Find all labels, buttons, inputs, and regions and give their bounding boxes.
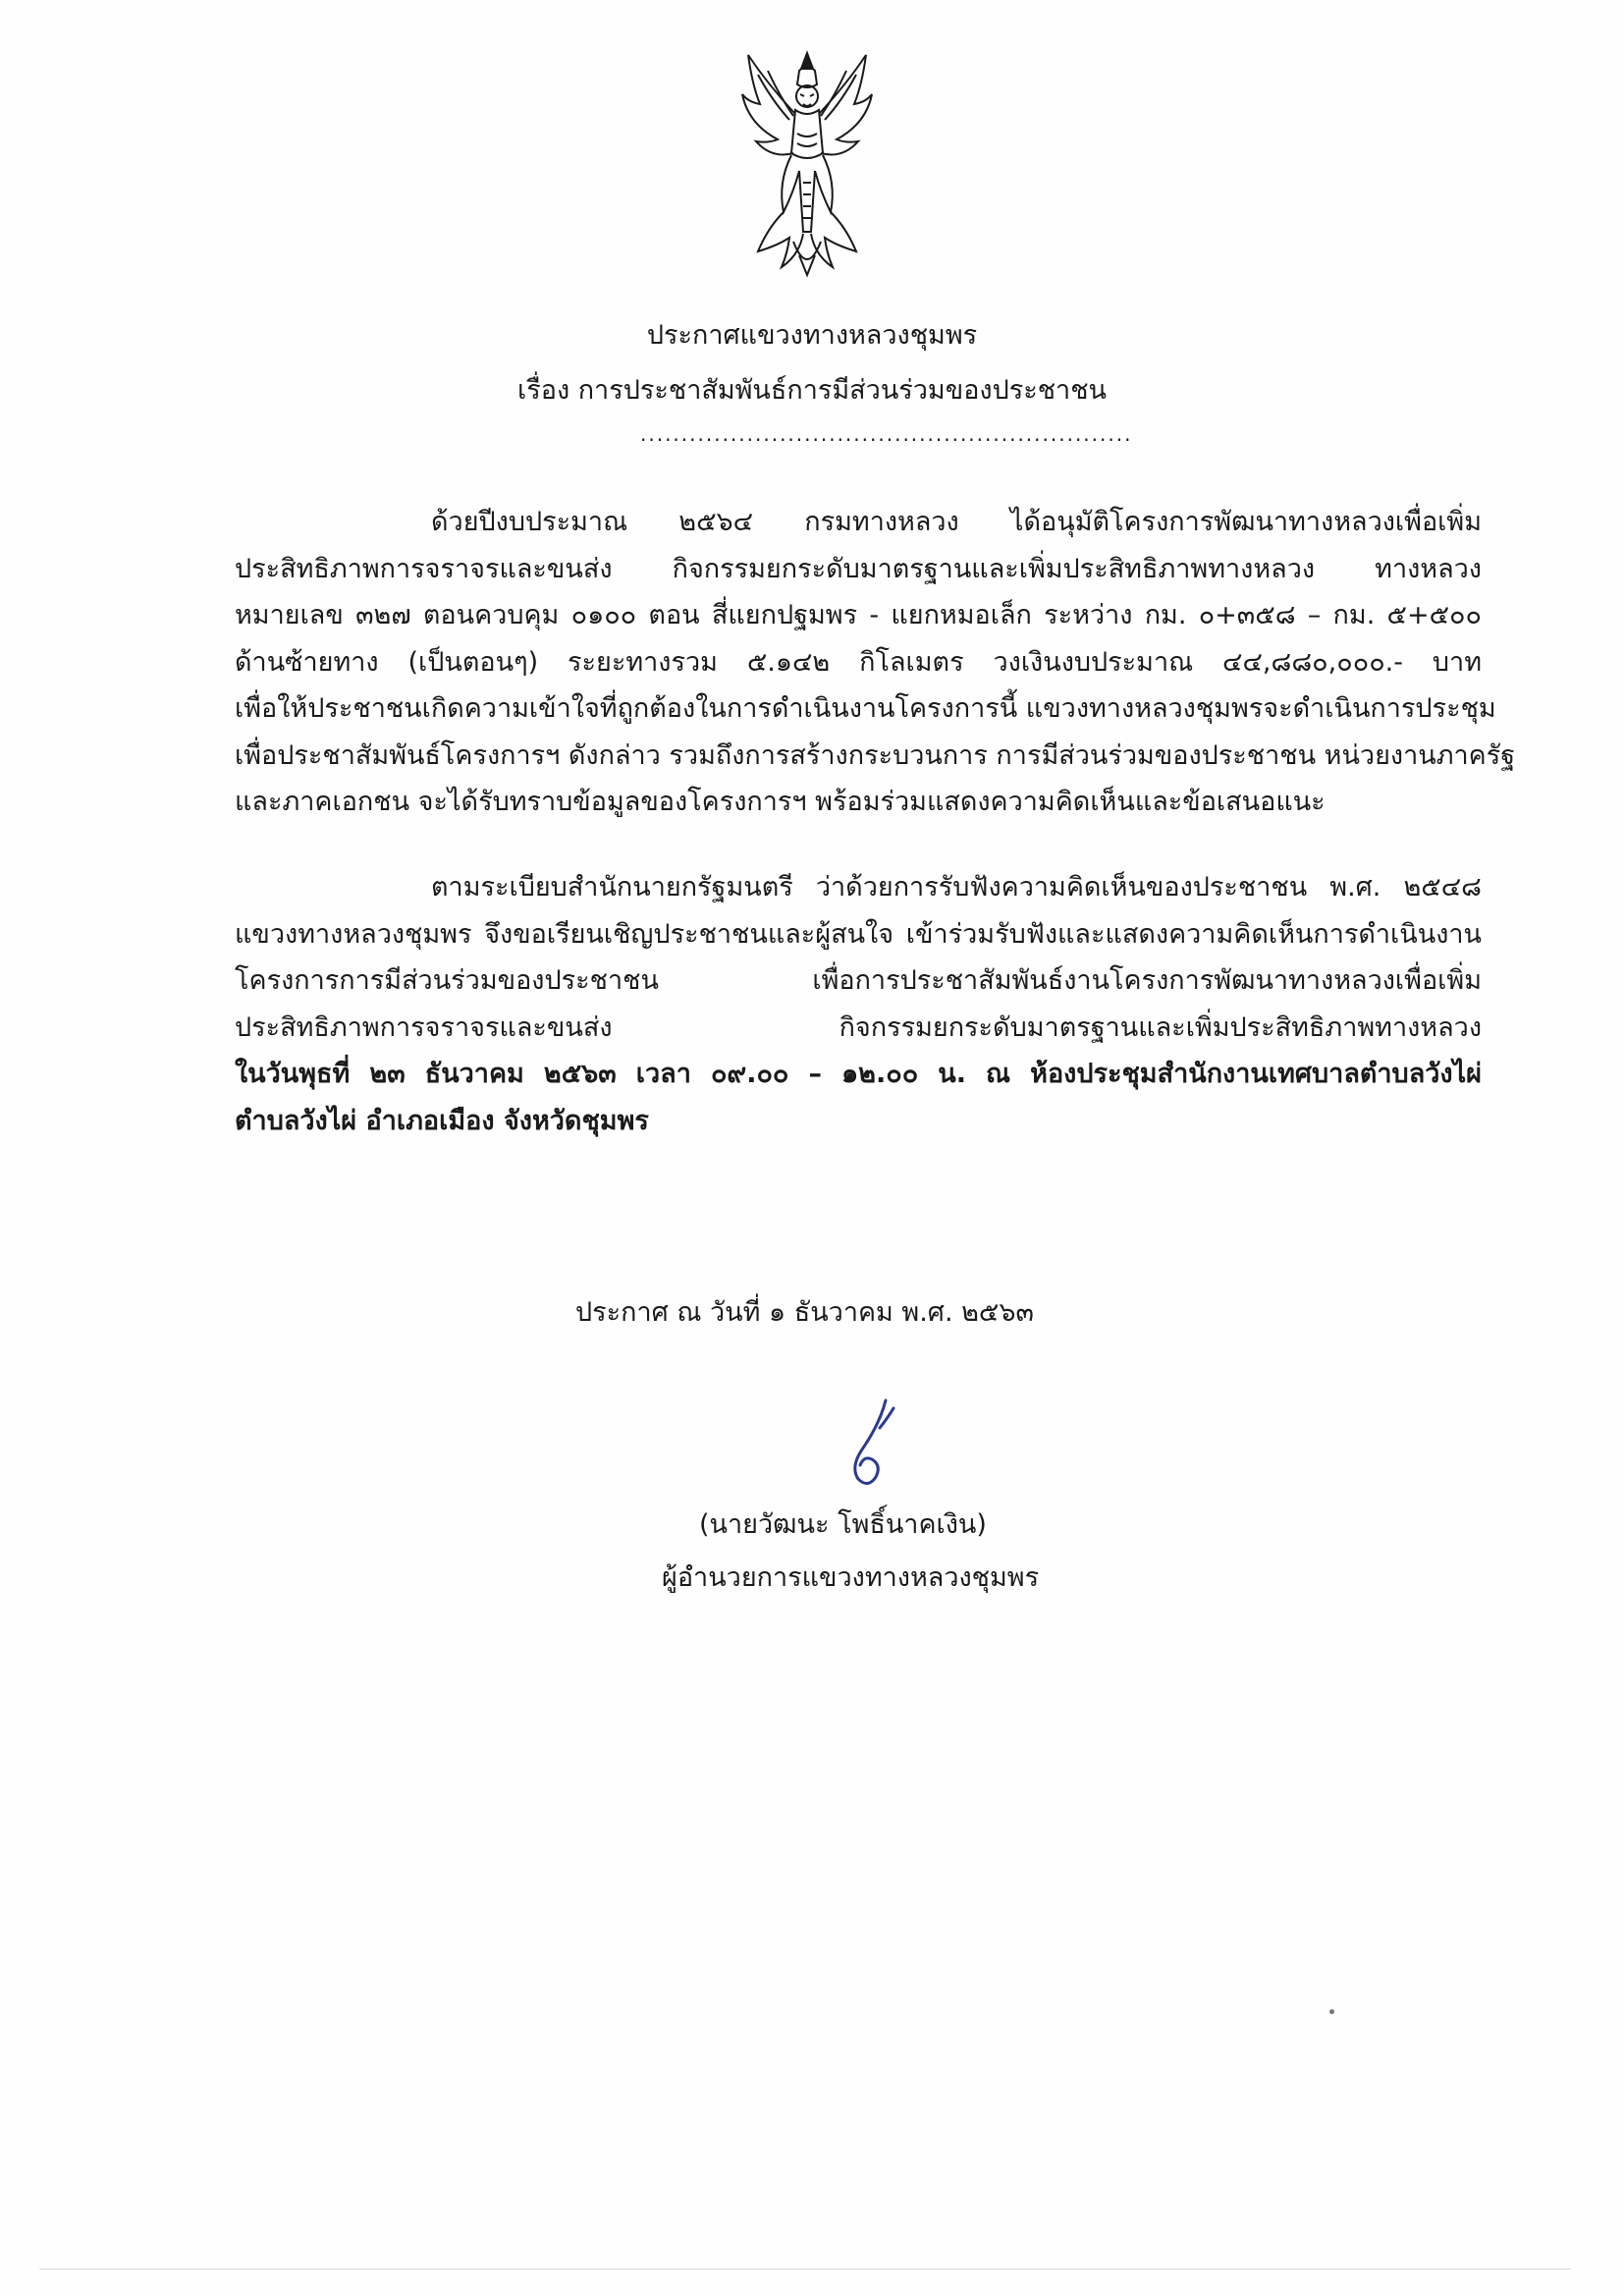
signature-image [837, 1394, 903, 1493]
meeting-datetime-venue: ในวันพุธที่ ๒๓ ธันวาคม ๒๕๖๓ เวลา ๐๙.๐๐ – ๑๒.๐๐ น. ณ ห้องประชุมสำนักงานเทศบาลตำบลวังไผ่ [235, 1059, 1482, 1089]
announcement-title: ประกาศแขวงทางหลวงชุมพร [646, 320, 978, 351]
announcement-date: ประกาศ ณ วันที่ ๑ ธันวาคม พ.ศ. ๒๕๖๓ [575, 1297, 1034, 1328]
paragraph-2 [235, 864, 1482, 1144]
paragraph-1-line: และภาคเอกชน จะได้รับทราบข้อมูลของโครงการฯ พร้อมร่วมแสดงความคิดเห็นและข้อเสนอแนะ [235, 787, 1326, 817]
paragraph-2-line: ประสิทธิภาพการจราจรและขนส่ง กิจกรรมยกระดับมาตรฐานและเพิ่มประสิทธิภาพทางหลวง [235, 1011, 1482, 1043]
announcement-subject: เรื่อง การประชาสัมพันธ์การมีส่วนร่วมของประชาชน [517, 375, 1107, 406]
paragraph-1 [235, 499, 1516, 826]
garuda-emblem-icon [738, 45, 876, 283]
signatory-position: ผู้อำนวยการแขวงทางหลวงชุมพร [662, 1562, 1040, 1593]
scan-speck [1329, 2009, 1334, 2014]
paragraph-1-line: เพื่อให้ประชาชนเกิดความเข้าใจที่ถูกต้องในการดำเนินงานโครงการนี้ แขวงทางหลวงชุมพรจะดำเนินการประชุม [235, 693, 1496, 724]
paragraph-1-line: ประสิทธิภาพการจราจรและขนส่ง กิจกรรมยกระดับมาตรฐานและเพิ่มประสิทธิภาพทางหลวง ทางหลวง [235, 553, 1482, 584]
paragraph-2-line: แขวงทางหลวงชุมพร จึงขอเรียนเชิญประชาชนและผู้สนใจ เข้าร่วมรับฟังและแสดงความคิดเห็นการดำเนินงาน [235, 918, 1482, 950]
meeting-location: ตำบลวังไผ่ อำเภอเมือง จังหวัดชุมพร [235, 1105, 649, 1136]
paragraph-2-line: โครงการการมีส่วนร่วมของประชาชน เพื่อการประชาสัมพันธ์งานโครงการพัฒนาทางหลวงเพื่อเพิ่ม [235, 965, 1482, 996]
paragraph-1-line: ด้วยปีงบประมาณ ๒๕๖๔ กรมทางหลวง ได้อนุมัติโครงการพัฒนาทางหลวงเพื่อเพิ่ม [431, 507, 1482, 537]
paragraph-1-line: ด้านซ้ายทาง (เป็นตอนๆ) ระยะทางรวม ๕.๑๔๒ กิโลเมตร วงเงินงบประมาณ ๔๔,๘๘๐,๐๐๐.- บาท [235, 646, 1482, 678]
paragraph-1-line: เพื่อประชาสัมพันธ์โครงการฯ ดังกล่าว รวมถึงการสร้างกระบวนการ การมีส่วนร่วมของประชาชน หน่วยงานภาครัฐ [235, 739, 1516, 771]
separator-dots: ............................................................ [640, 422, 1133, 446]
signatory-name: (นายวัฒนะ โพธิ์นาคเงิน) [699, 1509, 987, 1540]
paragraph-1-line: หมายเลข ๓๒๗ ตอนควบคุม ๐๑๐๐ ตอน สี่แยกปฐมพร - แยกหมอเล็ก ระหว่าง กม. ๐+๓๕๘ – กม. ๕+๕๐๐ [235, 600, 1482, 630]
paragraph-2-line: ตามระเบียบสำนักนายกรัฐมนตรี ว่าด้วยการรับฟังความคิดเห็นของประชาชน พ.ศ. ๒๕๔๘ [431, 872, 1482, 902]
